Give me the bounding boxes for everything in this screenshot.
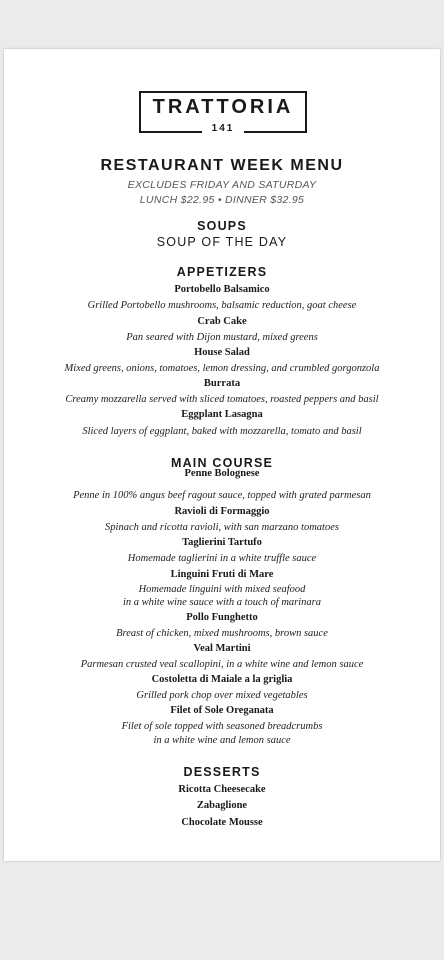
dish-description: Parmesan crusted veal scallopini, in a white wine and lemon sauce (80, 659, 364, 670)
dessert-name: Chocolate Mousse (181, 817, 263, 828)
dish-description: Homemade linguini with mixed seafood (138, 584, 306, 595)
dessert-name: Ricotta Cheesecake (178, 784, 266, 795)
soup-item: SOUP OF THE DAY (156, 235, 288, 249)
dish-description: Creamy mozzarella served with sliced tomatoes, roasted peppers and basil (65, 394, 379, 405)
dish-name: Veal Martini (193, 643, 251, 654)
menu-exclusion-note: EXCLUDES FRIDAY AND SATURDAY (127, 179, 317, 191)
dish-description: Homemade taglierini in a white truffle sauce (127, 553, 317, 564)
logo-name: TRATTORIA (152, 96, 294, 118)
dish-name: Linguini Fruti di Mare (170, 569, 274, 580)
logo-number: 141 (202, 124, 245, 134)
dish-description: in a white wine and lemon sauce (153, 735, 291, 746)
dish-name: Costoletta di Maiale a la griglia (151, 674, 293, 685)
dish-description: Pan seared with Dijon mustard, mixed greens (126, 332, 318, 343)
section-heading-main-course: MAIN COURSE (170, 456, 274, 470)
dish-name: Penne Bolognese (184, 468, 260, 479)
dish-description: Filet of sole topped with seasoned breadcrumbs (121, 721, 323, 732)
dish-description: Breast of chicken, mixed mushrooms, brown sauce (116, 628, 328, 639)
dish-name: Portobello Balsamico (174, 284, 270, 295)
dish-description: in a white wine sauce with a touch of marinara (122, 597, 322, 608)
menu-page (4, 49, 440, 861)
section-heading-desserts: DESSERTS (183, 765, 261, 779)
dish-name: Pollo Funghetto (186, 612, 258, 623)
dish-name: Filet of Sole Oreganata (170, 705, 274, 716)
dish-description: Grilled pork chop over mixed vegetables (136, 690, 308, 701)
dish-description: Mixed greens, onions, tomatoes, lemon dressing, and crumbled gorgonzola (64, 363, 380, 374)
dish-name: Burrata (203, 378, 241, 389)
dessert-name: Zabaglione (196, 800, 248, 811)
dish-name: Crab Cake (197, 316, 247, 327)
section-heading-appetizers: APPETIZERS (176, 265, 268, 279)
dish-name: Ravioli di Formaggio (174, 506, 270, 517)
dish-name: Taglierini Tartufo (182, 537, 262, 548)
dish-name: House Salad (194, 347, 250, 358)
menu-title: RESTAURANT WEEK MENU (100, 157, 344, 174)
dish-description: Spinach and ricotta ravioli, with san marzano tomatoes (105, 522, 339, 533)
dish-description: Penne in 100% angus beef ragout sauce, topped with grated parmesan (73, 490, 371, 501)
dish-name: Eggplant Lasagna (181, 409, 263, 420)
dish-description: Grilled Portobello mushrooms, balsamic reduction, goat cheese (87, 300, 357, 311)
menu-prices: LUNCH $22.95 • DINNER $32.95 (139, 194, 305, 206)
dish-description: Sliced layers of eggplant, baked with mozzarella, tomato and basil (82, 426, 362, 437)
section-heading-soups: SOUPS (197, 219, 247, 233)
restaurant-logo (139, 91, 307, 133)
